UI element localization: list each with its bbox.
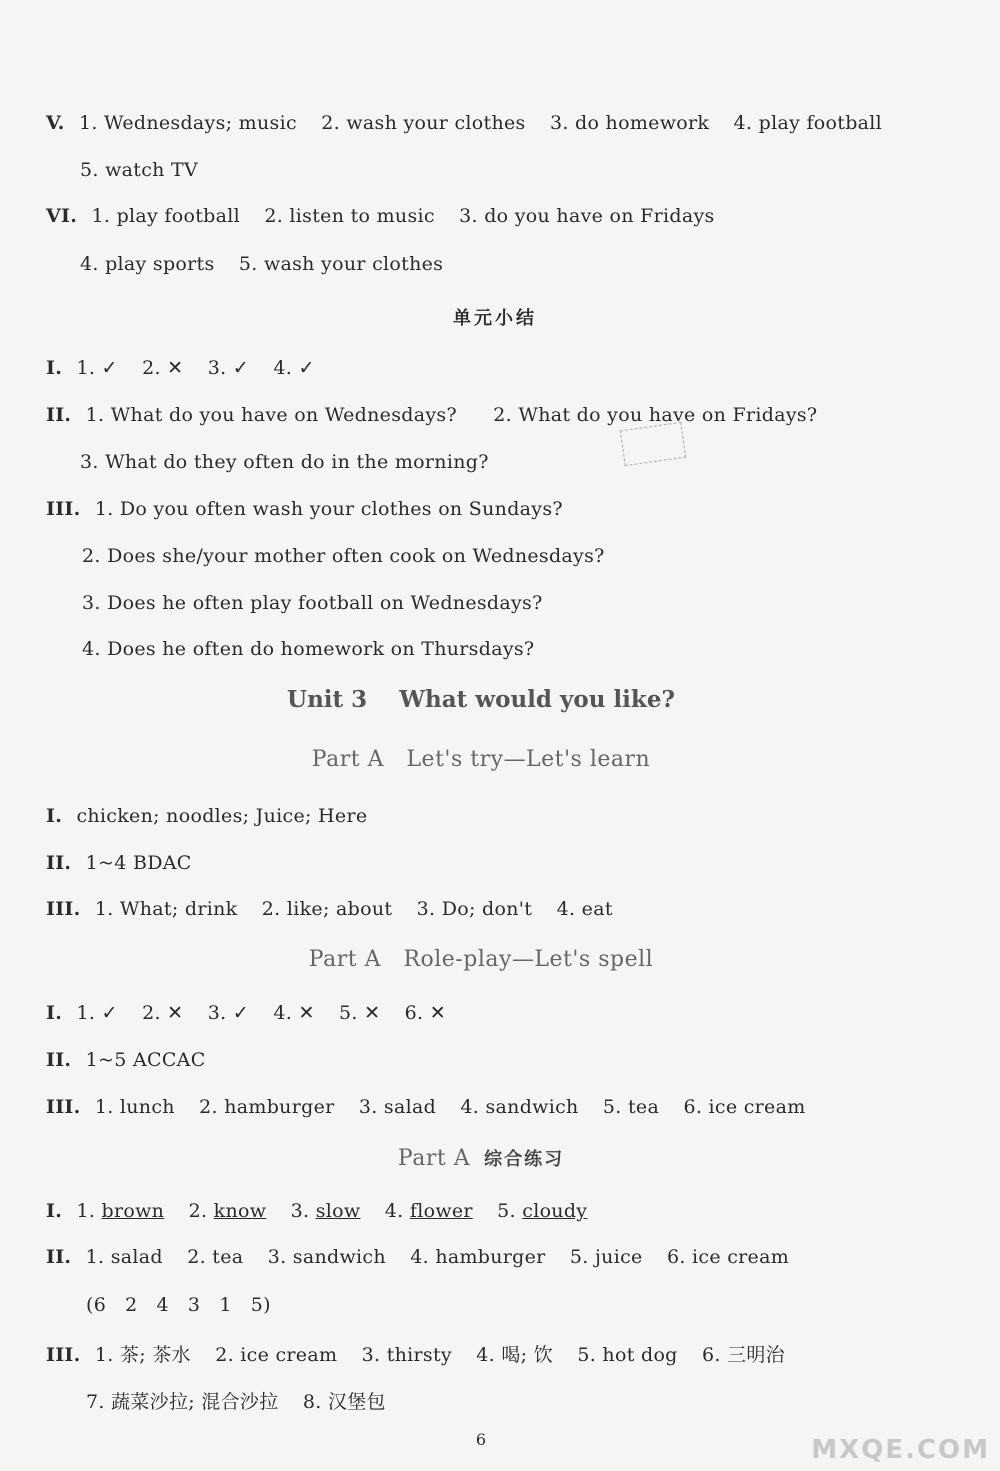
- part-title-lets-try: Part A Let's try—Let's learn: [311, 747, 651, 772]
- page-number: 6: [475, 1430, 487, 1449]
- answer-item: 6. ✕: [404, 1002, 446, 1024]
- section-label: III.: [46, 498, 81, 520]
- section-label: V.: [46, 112, 65, 134]
- answer-item: 6. 三明治: [702, 1344, 785, 1366]
- answer-item: [497, 1200, 587, 1222]
- answer-item: [385, 1200, 473, 1222]
- answer-item: 8. 汉堡包: [302, 1391, 386, 1413]
- answer-item: [76, 1200, 164, 1222]
- answer-item: chicken; noodles; Juice; Here: [76, 805, 368, 827]
- answer-item: 2. listen to music: [264, 205, 435, 227]
- answer-word: slow: [315, 1200, 361, 1222]
- answer-item: 1. What do you have on Wednesdays?: [85, 404, 457, 426]
- unit-summary-heading: 单元小结: [453, 308, 537, 329]
- answer-word: know: [213, 1200, 267, 1222]
- answer-item: 6. ice cream: [683, 1096, 806, 1118]
- partA3-row-III-1: [46, 1340, 785, 1367]
- item-number: 1.: [76, 1200, 96, 1222]
- section-label: I.: [46, 1002, 63, 1024]
- section-label: VI.: [46, 205, 78, 227]
- answer-item: 3. ✓: [207, 1002, 250, 1024]
- answer-item: 7. 蔬菜沙拉; 混合沙拉: [86, 1391, 279, 1413]
- section-label: II.: [46, 1246, 72, 1268]
- answer-item: 5. hot dog: [577, 1344, 678, 1366]
- partA2-row-III: [46, 1096, 806, 1118]
- partA1-row-II: [46, 852, 192, 874]
- item-number: 2.: [188, 1200, 208, 1222]
- answer-item: 4. 喝; 饮: [476, 1344, 554, 1366]
- item-number: 3.: [290, 1200, 310, 1222]
- answer-item: 5. ✕: [339, 1002, 381, 1024]
- summary-row-II-1: [46, 404, 817, 426]
- partA1-row-III: [46, 898, 613, 920]
- answer-item: 5. wash your clothes: [238, 253, 444, 275]
- answer-item: 1. Wednesdays; music: [78, 112, 297, 134]
- answer-item: 4. ✕: [273, 1002, 315, 1024]
- partA3-row-II-order: (6 2 4 3 1 5): [86, 1294, 271, 1316]
- answer-item: 3. Do; don't: [416, 898, 533, 920]
- answer-item: 4. play football: [733, 112, 883, 134]
- answer-row-VI-2: [80, 253, 443, 275]
- partA2-row-I: [46, 1002, 446, 1024]
- summary-row-III-3: [82, 592, 543, 614]
- answer-item: 2. wash your clothes: [321, 112, 526, 134]
- answer-item: 4. ✓: [273, 357, 315, 379]
- answer-item: 2. like; about: [261, 898, 393, 920]
- answer-item: 3. salad: [358, 1096, 437, 1118]
- summary-row-III-4: [82, 638, 534, 660]
- answer-item: 2. What do you have on Fridays?: [493, 404, 818, 426]
- section-label: I.: [46, 805, 63, 827]
- answer-item: 3. Does he often play football on Wednesdays?: [82, 592, 543, 614]
- answer-item: 3. What do they often do in the morning?: [80, 451, 489, 473]
- answer-item: 1. salad: [85, 1246, 163, 1268]
- summary-row-II-2: [80, 451, 489, 473]
- partA3-row-II: [46, 1246, 789, 1268]
- answer-item: 1. ✓: [76, 1002, 118, 1024]
- answer-item: 1. play football: [91, 205, 240, 227]
- answer-row-V-1: [46, 112, 882, 134]
- answer-item: 2. ✕: [142, 1002, 184, 1024]
- answer-item: 5. tea: [602, 1096, 660, 1118]
- answer-item: [291, 1200, 361, 1222]
- answer-item: 1~5 ACCAC: [85, 1049, 206, 1071]
- partA3-row-I: [46, 1200, 587, 1222]
- answer-item: 1. lunch: [94, 1096, 175, 1118]
- answer-item: 2. tea: [187, 1246, 244, 1268]
- answer-item: 4. hamburger: [410, 1246, 546, 1268]
- answer-item: 2. hamburger: [199, 1096, 335, 1118]
- answer-item: 1. Do you often wash your clothes on Sundays?: [94, 498, 563, 520]
- answer-item: 2. ice cream: [215, 1344, 338, 1366]
- part-title-practice: [0, 1145, 962, 1171]
- summary-row-III-2: [82, 545, 605, 567]
- answer-item: 4. play sports: [80, 253, 215, 275]
- part-title-label: Part A: [397, 1146, 471, 1171]
- answer-item: 4. Does he often do homework on Thursdays?: [82, 638, 535, 660]
- watermark: MXQE.COM: [811, 1435, 990, 1465]
- answer-item: 1. 茶; 茶水: [94, 1344, 191, 1366]
- answer-item: 1. ✓: [76, 357, 118, 379]
- answer-item: 1. What; drink: [94, 898, 238, 920]
- section-label: III.: [46, 898, 81, 920]
- summary-row-I: [46, 357, 315, 379]
- answer-item: 3. sandwich: [267, 1246, 386, 1268]
- section-label: II.: [46, 852, 72, 874]
- answer-item: 1~4 BDAC: [85, 852, 192, 874]
- answer-item: 5. watch TV: [80, 159, 199, 181]
- summary-row-III-1: [46, 498, 563, 520]
- answer-item: 3. thirsty: [361, 1344, 452, 1366]
- stamp-mark: [620, 422, 686, 466]
- answer-row-VI-1: [46, 205, 715, 227]
- answer-word: brown: [101, 1200, 165, 1222]
- answer-item: 3. do homework: [549, 112, 710, 134]
- unit-title: Unit 3 What would you like?: [287, 686, 675, 713]
- answer-item: 4. eat: [556, 898, 613, 920]
- answer-word: cloudy: [522, 1200, 588, 1222]
- section-label: II.: [46, 1049, 72, 1071]
- answer-item: 2. ✕: [142, 357, 184, 379]
- answer-word: flower: [409, 1200, 473, 1222]
- item-number: 5.: [497, 1200, 516, 1222]
- answer-item: [189, 1200, 267, 1222]
- part-title-cn: 综合练习: [484, 1149, 565, 1170]
- answer-item: 2. Does she/your mother often cook on Wednesdays?: [82, 545, 605, 567]
- partA1-row-I: [46, 805, 367, 827]
- section-label: III.: [46, 1344, 81, 1366]
- part-title-role-play: Part A Role-play—Let's spell: [308, 947, 654, 972]
- answer-item: 4. sandwich: [460, 1096, 579, 1118]
- answer-item: 6. ice cream: [666, 1246, 790, 1268]
- answer-row-V-2: [80, 159, 198, 181]
- section-label: III.: [46, 1096, 81, 1118]
- section-label: II.: [46, 404, 72, 426]
- partA3-row-III-2: [86, 1387, 386, 1414]
- section-label: I.: [46, 357, 63, 379]
- answer-item: 3. do you have on Fridays: [459, 205, 715, 227]
- answer-item: 5. juice: [569, 1246, 643, 1268]
- section-label: I.: [46, 1200, 63, 1222]
- partA2-row-II: [46, 1049, 206, 1071]
- answer-item: 3. ✓: [207, 357, 250, 379]
- item-number: 4.: [384, 1200, 404, 1222]
